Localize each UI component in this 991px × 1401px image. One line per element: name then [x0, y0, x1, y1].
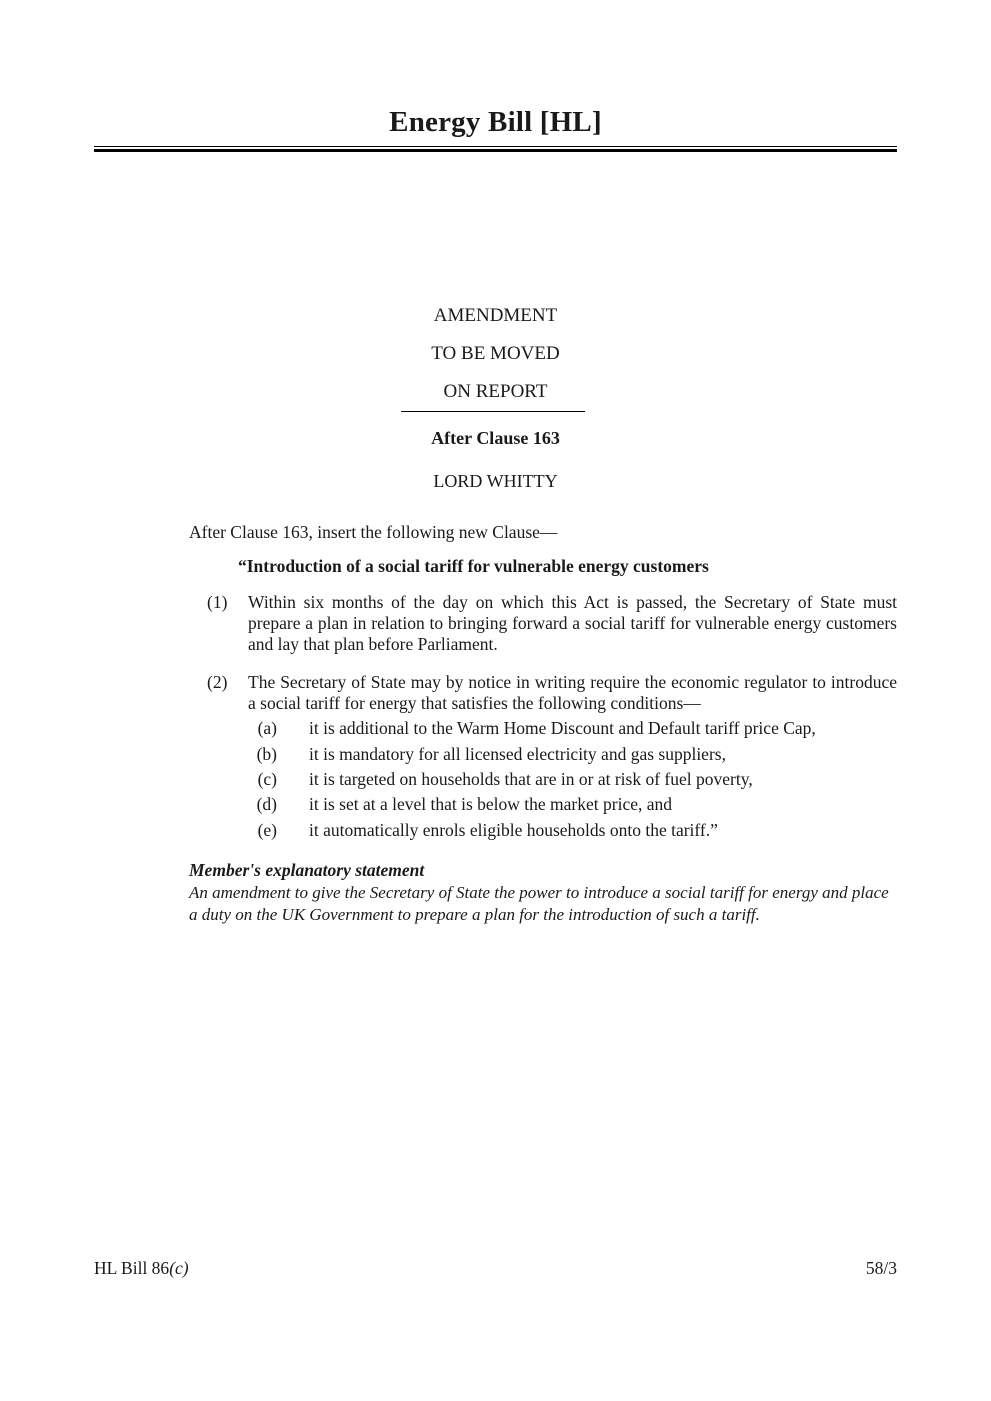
paragraph-number: (1): [207, 592, 228, 612]
condition-label: (c): [257, 769, 277, 789]
condition-label: (b): [256, 744, 277, 764]
condition-label: (d): [256, 794, 277, 814]
amendment-line: ON REPORT: [443, 381, 548, 402]
condition-label: (e): [257, 820, 277, 840]
condition-label: (a): [257, 718, 277, 738]
paragraph-text: Within six months of the day on which this Act is passed, the Secretary of State must prepare a plan in relation to bringing forward a social tariff for vulnerable energy customers and lay that plan before Parliament.: [248, 592, 897, 654]
condition-text: it is targeted on households that are in or at risk of fuel poverty,: [309, 769, 753, 789]
document-title: Energy Bill [HL]: [389, 106, 602, 138]
bill-number: HL Bill 86: [94, 1258, 170, 1278]
page-reference: 58/3: [865, 1258, 897, 1278]
title-rule-thick: [94, 149, 897, 152]
new-clause-heading: “Introduction of a social tariff for vulnerable energy customers: [238, 556, 709, 576]
explanatory-statement-text: An amendment to give the Secretary of State the power to introduce a social tariff for energy and place a duty on the UK Government to prepare a plan for the introduction of such a tariff.: [189, 883, 889, 924]
explanatory-statement-title: Member's explanatory statement: [189, 860, 425, 880]
amendment-line: TO BE MOVED: [431, 343, 560, 364]
bill-reference: [94, 1258, 189, 1279]
amendment-line: AMENDMENT: [433, 305, 558, 326]
title-rule-thin: [94, 146, 897, 147]
condition-text: it is additional to the Warm Home Discount and Default tariff price Cap,: [309, 718, 816, 738]
condition-text: it is set at a level that is below the market price, and: [309, 794, 673, 814]
paragraph-text: The Secretary of State may by notice in writing require the economic regulator to introduce a social tariff for energy that satisfies the following conditions—: [248, 672, 897, 713]
amendment-divider: [401, 411, 585, 412]
bill-suffix: (c): [169, 1258, 189, 1278]
condition-text: it is mandatory for all licensed electricity and gas suppliers,: [309, 744, 726, 764]
condition-text: it automatically enrols eligible households onto the tariff.”: [309, 820, 718, 840]
clause-position: After Clause 163: [431, 428, 560, 448]
amendment-block: [0, 304, 991, 418]
paragraph-number: (2): [207, 672, 228, 692]
insert-instruction: After Clause 163, insert the following new Clause—: [189, 522, 558, 542]
mover-name: LORD WHITTY: [433, 471, 558, 491]
